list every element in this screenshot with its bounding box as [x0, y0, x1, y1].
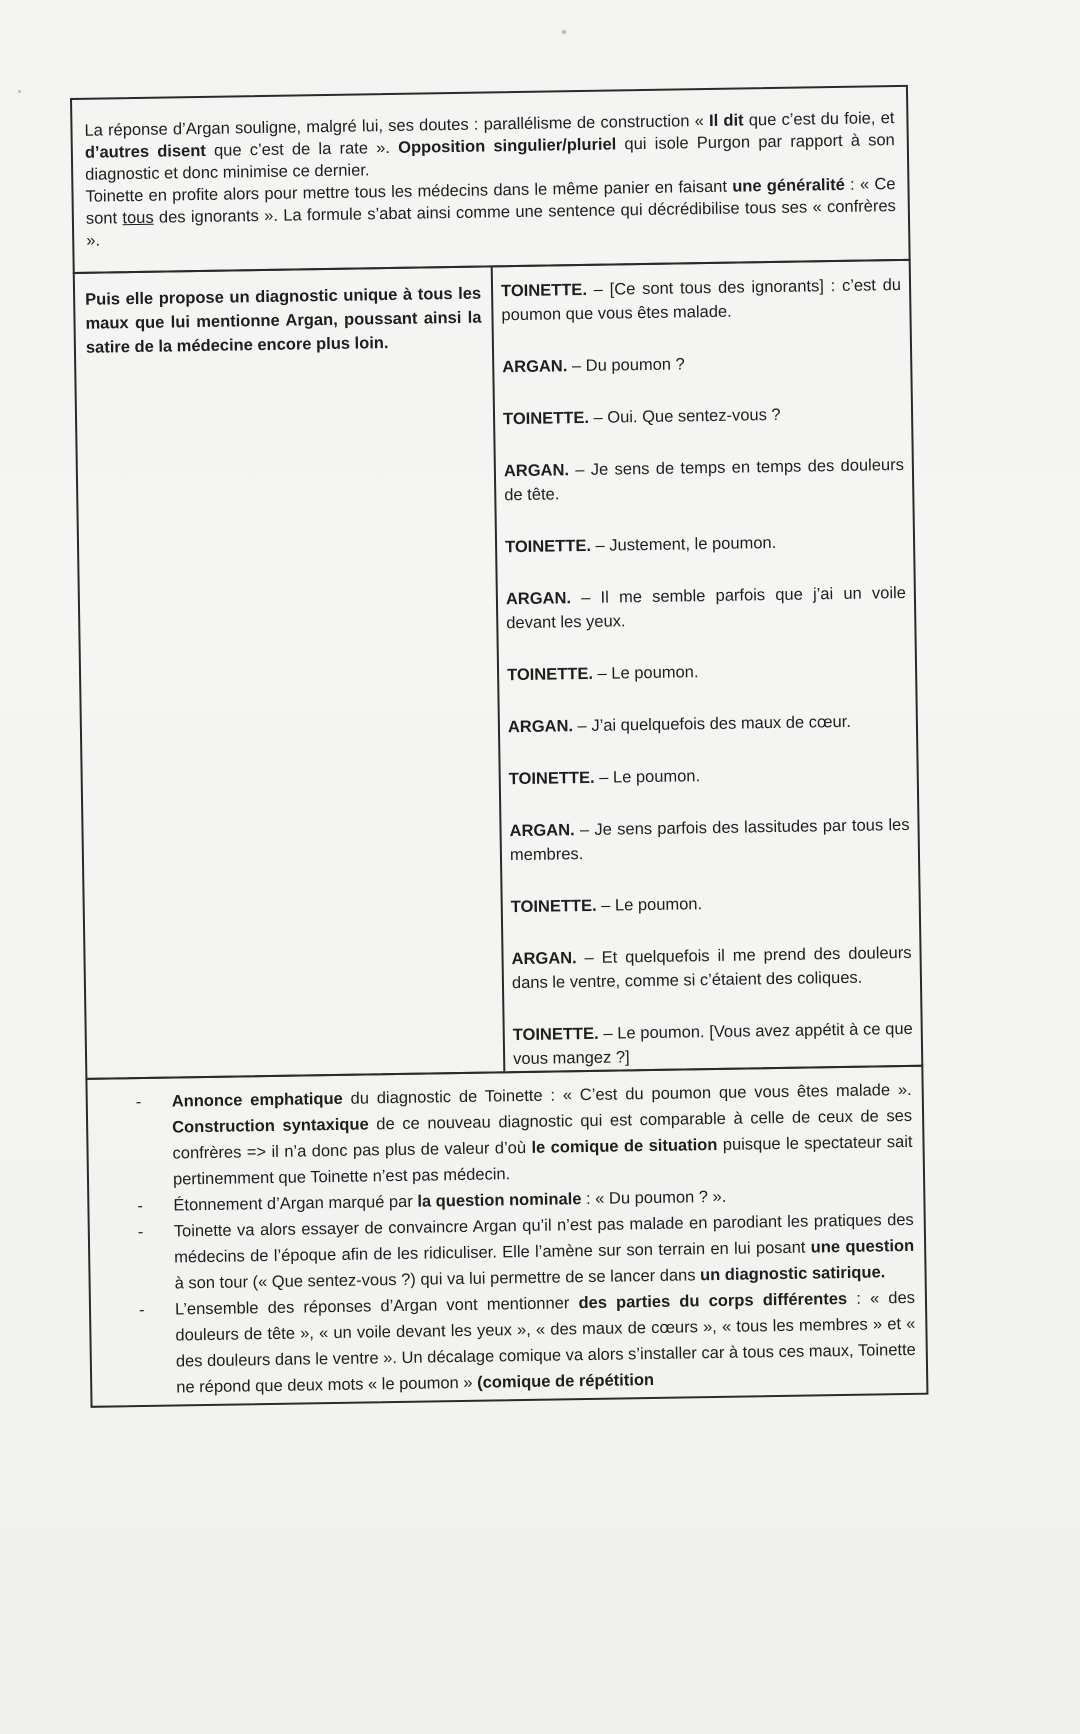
line-text: – Et quelquefois il me prend des douleurs dans le ventre, comme si c’étaient des coliques. [511, 943, 912, 993]
scan-speck [18, 90, 21, 93]
speaker-name: TOINETTE. [502, 408, 590, 429]
dialogue-line [502, 349, 902, 379]
bullet-dash: - [137, 1196, 144, 1216]
dialogue-line [501, 273, 902, 327]
text-run: à son tour (« Que sentez-vous ?) qui va lui permettre de se lancer dans [174, 1266, 701, 1293]
bullet-dash: - [135, 1093, 142, 1112]
speaker-name: ARGAN. [509, 821, 575, 841]
dialogue-line [513, 1017, 914, 1071]
text-run: du diagnostic de Toinette : « C’est du poumon que vous êtes malade ». [342, 1080, 912, 1108]
speaker-name: TOINETTE. [506, 664, 594, 685]
line-text: – Oui. Que sentez-vous ? [588, 405, 781, 427]
document-page [70, 85, 934, 1734]
dialogue-column [493, 261, 922, 1071]
text-run: Toinette va alors essayer de convaincre Argan qu’il n’est pas malade en parodiant les pratiques des médecins de l’époque afin de les ridiculiser. Elle l’amène sur son terrain en lui posant [173, 1210, 914, 1267]
text-run: La réponse d’Argan souligne, malgré lui, ses doutes : parallélisme de construction « [84, 111, 710, 140]
line-text: – J’ai quelquefois des maux de cœur. [572, 712, 852, 736]
bullet-dash: - [137, 1222, 144, 1242]
text-run: Étonnement d’Argan marqué par [173, 1192, 418, 1215]
dialogue-line [507, 657, 907, 687]
line-text: – Le poumon. [Vous avez appétit à ce que vous mangez ?] [513, 1019, 913, 1069]
emphasis: (comique de répétition [476, 1370, 655, 1392]
text-run: de ce nouveau diagnostic qui est comparable à celle de ceux de ses confrères => il n’a donc pas plus de valeur d’où [172, 1106, 913, 1163]
text-run: puisque le spectateur sait pertinemment que Toinette n’est pas médecin. [172, 1132, 913, 1189]
line-text: – Je sens parfois des lassitudes par tous les membres. [509, 815, 910, 865]
dialogue-line [504, 453, 905, 507]
text-run: : « des douleurs de tête », « un voile devant les yeux », « des maux de cœurs », « tous les membres » et « des douleurs dans le ventre ». Un décalage comique va alors s’installer car à tous ces maux, Toinette ne répond que deux mots « le poumon » [175, 1288, 916, 1397]
line-text: – [Ce sont tous des ignorants] : c’est du poumon que vous êtes malade. [501, 275, 902, 325]
bullet-item [91, 1285, 917, 1402]
emphasis: Il dit [708, 111, 744, 130]
emphasis: la question nominale [417, 1190, 582, 1211]
text-run: que c’est de la rate ». [205, 138, 399, 160]
dialogue-line [509, 813, 910, 867]
line-text: – Il me semble parfois que j’ai un voile devant les yeux. [506, 583, 907, 633]
speaker-name: ARGAN. [505, 589, 572, 609]
speaker-name: TOINETTE. [500, 280, 588, 301]
emphasis: des parties du corps différentes [578, 1289, 848, 1313]
dialogue-line [506, 581, 907, 635]
line-text: – Le poumon. [594, 767, 701, 787]
analysis-left-column [75, 267, 506, 1077]
dialogue-line [511, 889, 911, 919]
speaker-name: TOINETTE. [510, 896, 597, 917]
text-run: : « Du poumon ? ». [581, 1187, 727, 1209]
emphasis: Annonce emphatique [171, 1089, 343, 1111]
dialogue-line [511, 941, 912, 995]
line-text: – Le poumon. [596, 895, 703, 915]
analysis-statement: Puis elle propose un diagnostic unique à tous les maux que lui mentionne Argan, poussant ainsi la satire de la médecine encore plus loin. [85, 284, 482, 357]
underlined-word: tous [122, 208, 154, 228]
bullet-item [88, 1077, 914, 1194]
text-run: qui isole Purgon par rapport à son diagnostic et donc minimise ce dernier. [85, 131, 895, 184]
text-run: L’ensemble des réponses d’Argan vont mentionner [174, 1294, 579, 1319]
line-text: – Justement, le poumon. [590, 533, 777, 555]
speaker-name: TOINETTE. [504, 536, 592, 557]
dialogue-line [508, 709, 908, 739]
line-text: – Du poumon ? [567, 355, 685, 376]
dialogue-row [73, 259, 924, 1080]
speaker-name: ARGAN. [511, 949, 577, 969]
line-text: – Je sens de temps en temps des douleurs de tête. [504, 455, 905, 505]
emphasis: d’autres disent [84, 141, 206, 162]
emphasis: le comique de situation [531, 1135, 718, 1157]
emphasis: une question [810, 1236, 915, 1257]
dialogue-line [505, 529, 905, 559]
analysis-intro [70, 85, 911, 274]
bullet-item [90, 1207, 915, 1298]
text-run: Toinette en profite alors pour mettre tous les médecins dans le même panier en faisant [85, 177, 733, 206]
line-text: – Le poumon. [592, 663, 699, 683]
dialogue-line [509, 761, 909, 791]
text-run: des ignorants ». La formule s’abat ainsi comme une sentence qui décrédibilise tous ses « confrères ». [86, 197, 896, 250]
dialogue-line [503, 401, 903, 431]
analysis-bullets [85, 1065, 928, 1408]
text-run: : « Ce sont [85, 175, 896, 228]
emphasis: une généralité [732, 175, 845, 196]
speaker-name: TOINETTE. [508, 768, 595, 789]
emphasis: un diagnostic satirique. [699, 1263, 886, 1285]
scan-speck [562, 30, 566, 34]
emphasis: Opposition singulier/pluriel [398, 135, 617, 157]
text-run: que c’est du foie, et [743, 109, 895, 130]
speaker-name: ARGAN. [502, 357, 568, 377]
bullet-dash: - [138, 1300, 145, 1320]
speaker-name: TOINETTE. [512, 1024, 599, 1045]
speaker-name: ARGAN. [507, 717, 574, 737]
emphasis: Construction syntaxique [172, 1115, 369, 1137]
speaker-name: ARGAN. [503, 461, 570, 481]
